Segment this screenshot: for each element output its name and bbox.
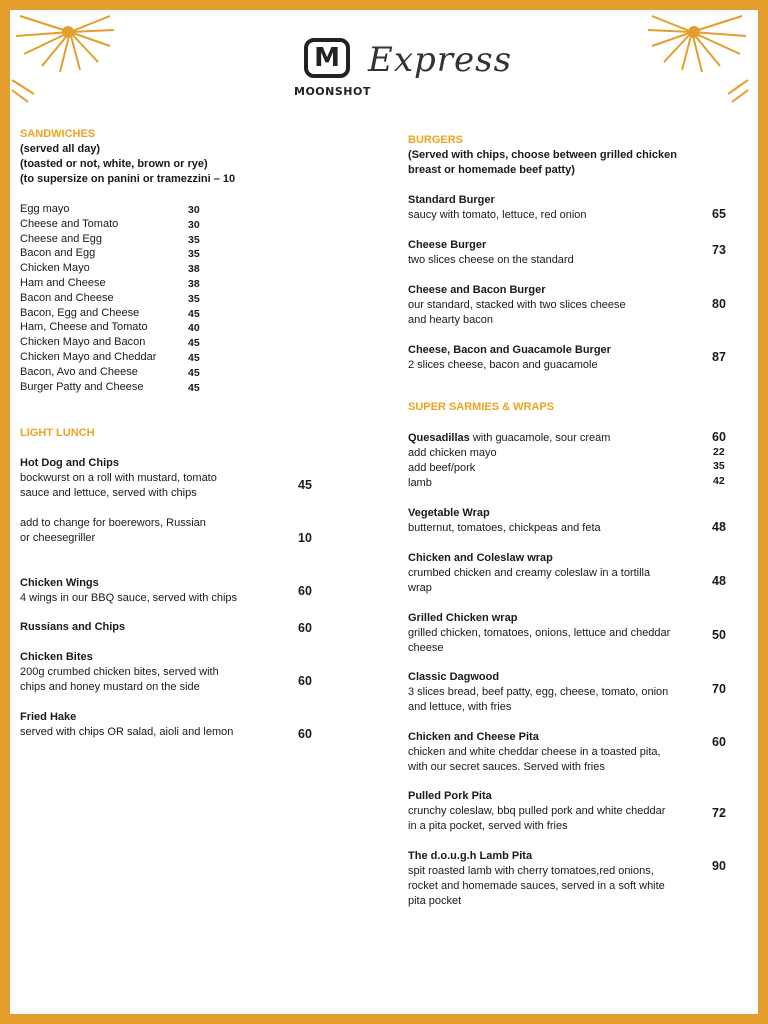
sandwiches-heading: SANDWICHES	[20, 128, 96, 140]
sunburst-right-decoration	[648, 10, 758, 110]
sunburst-left-decoration	[10, 10, 120, 110]
menu-item-bacon-burger: Cheese and Bacon Burger our standard, stacked with two slices cheese and hearty bacon	[408, 284, 626, 326]
light-lunch-heading: LIGHT LUNCH	[20, 427, 95, 439]
menu-item-coleslaw-wrap: Chicken and Coleslaw wrap crumbed chicken and creamy coleslaw in a tortilla wrap	[408, 552, 651, 594]
price-addon: 10	[298, 531, 312, 545]
price-veg-wrap: 48	[712, 520, 726, 534]
menu-item-lamb-pita: The d.o.u.g.h Lamb Pita spit roasted lamb with cherry tomatoes,red onions, rocket and homemade sauces, served in a soft white pita pocket	[408, 850, 665, 907]
menu-page: M MOONSHOT Express SANDWICHES (served all day) (toasted or not, white, brown or rye) (to supersize on panini or tramezzini – 10 Egg mayo 30 Cheese and Tomato 30 Cheese and Egg 35 Bacon and Egg 35 Chicken Mayo 38 Ham and Cheese 38 Bacon and Cheese 35 Bacon, Egg and Cheese 45 Ham, Cheese and Tomato 40 Chicken Mayo and Bacon 45 Chicken Mayo and Cheddar 45 Bacon, Avo and Cheese 45 Burger Patty and Cheese 45 LIGHT LUNCH Hot Dog and Chips bockwurst on a roll with mustard, tomato sauce and lettuce, served with chips 45 add to change for boerewors, Russian or cheesegriller 10 Chicken Wings 4 wings in our BBQ sauce, served with chips 60 Russians and Chips 60 Chicken Bites 200g crumbed chicken bites, served with chips and honey mustard on the side 60 Fried Hake served with chips OR salad, aioli and lemon 60 BURGERS (Served with chips, choose between grilled chicken breast or homemade beef patty) Standard Burger saucy with tomato, lettuce, red onion 65 Cheese Burger two slices cheese on the standard 73 Cheese and Bacon Burger our standard, stacked with two slices cheese and hearty bacon 80 Cheese, Bacon and Guacamole Burger 2 slices cheese, bacon and guacamole 87 SUPER SARMIES & WRAPS Quesadillas with guacamole, sour cream add chicken mayo add beef/pork lamb 60 22 35 42 Vegetable Wrap butternut, tomatoes, chickpeas and feta 48 Chicken and Coleslaw wrap crumbed chicken and creamy coleslaw in a tortilla wrap 48 Grilled Chicken wrap grilled chicken, tomatoes, onions, lettuce and cheddar cheese 50 Classic Dagwood 3 slices bread, beef patty, egg, cheese, tomato, onion and lettuce, with fries 70 Chicken and Cheese Pita chicken and white cheddar cheese in a toasted pita, with our secret sauces. Served with fries 60 Pulled Pork Pita crunchy coleslaw, bbq pulled pork and white cheddar in a pita pocket, served with fries 72 The d.o.u.g.h Lamb Pita spit roasted lamb with cherry tomatoes,red onions, rocket and homemade sauces, served in a soft white pita pocket 90	[0, 0, 768, 1024]
menu-item-dagwood: Classic Dagwood 3 slices bread, beef patty, egg, cheese, tomato, onion and lettuce, with fries	[408, 671, 669, 713]
menu-item-veg-wrap: Vegetable Wrap butternut, tomatoes, chickpeas and feta	[408, 507, 601, 534]
price-addon-beef: 35	[713, 460, 725, 472]
menu-item-quesadillas: Quesadillas with guacamole, sour cream add chicken mayo add beef/pork lamb	[408, 432, 611, 489]
price-addon-lamb: 42	[713, 475, 725, 487]
price-russians: 60	[298, 621, 312, 635]
price-wings: 60	[298, 584, 312, 598]
sarmies-heading: SUPER SARMIES & WRAPS	[408, 401, 555, 413]
menu-item-addon: add to change for boerewors, Russian or cheesegriller	[20, 517, 206, 544]
price-grilled-wrap: 50	[712, 628, 726, 642]
brand-name: MOONSHOT	[294, 85, 371, 98]
price-chicken-pita: 60	[712, 735, 726, 749]
price-bacon-burger: 80	[712, 297, 726, 311]
burgers-notes: (Served with chips, choose between grilled chicken breast or homemade beef patty)	[408, 149, 677, 176]
menu-item-hake: Fried Hake served with chips OR salad, aioli and lemon	[20, 711, 234, 738]
logo-mark: M	[304, 38, 350, 78]
price-standard-burger: 65	[712, 207, 726, 221]
menu-item-guac-burger: Cheese, Bacon and Guacamole Burger 2 slices cheese, bacon and guacamole	[408, 344, 611, 371]
price-hake: 60	[298, 727, 312, 741]
sandwiches-notes: (served all day) (toasted or not, white, brown or rye) (to supersize on panini or tramezzini – 10	[20, 143, 236, 185]
price-pork-pita: 72	[712, 806, 726, 820]
price-guac-burger: 87	[712, 350, 726, 364]
brand-script: Express	[368, 40, 513, 80]
burgers-heading: BURGERS	[408, 134, 464, 146]
menu-item-pork-pita: Pulled Pork Pita crunchy coleslaw, bbq pulled pork and white cheddar in a pita pocket, served with fries	[408, 790, 666, 832]
menu-item-bites: Chicken Bites 200g crumbed chicken bites, served with chips and honey mustard on the side	[20, 651, 219, 693]
price-lamb-pita: 90	[712, 859, 726, 873]
menu-item-grilled-wrap: Grilled Chicken wrap grilled chicken, tomatoes, onions, lettuce and cheddar cheese	[408, 612, 671, 654]
price-bites: 60	[298, 674, 312, 688]
price-coleslaw-wrap: 48	[712, 574, 726, 588]
price-addon-chicken: 22	[713, 446, 725, 458]
moonshot-logo	[294, 30, 513, 110]
price-dagwood: 70	[712, 682, 726, 696]
price-hotdog: 45	[298, 478, 312, 492]
menu-item-cheese-burger: Cheese Burger two slices cheese on the standard	[408, 239, 574, 266]
price-quesadillas: 60	[712, 430, 726, 444]
menu-item-hotdog: Hot Dog and Chips bockwurst on a roll with mustard, tomato sauce and lettuce, served with chips	[20, 457, 217, 499]
menu-item-standard-burger: Standard Burger saucy with tomato, lettuce, red onion	[408, 194, 587, 221]
menu-item-wings: Chicken Wings 4 wings in our BBQ sauce, served with chips	[20, 577, 238, 604]
price-cheese-burger: 73	[712, 243, 726, 257]
menu-item-chicken-pita: Chicken and Cheese Pita chicken and white cheddar cheese in a toasted pita, with our secret sauces. Served with fries	[408, 731, 661, 773]
menu-item-russians: Russians and Chips	[20, 621, 126, 633]
